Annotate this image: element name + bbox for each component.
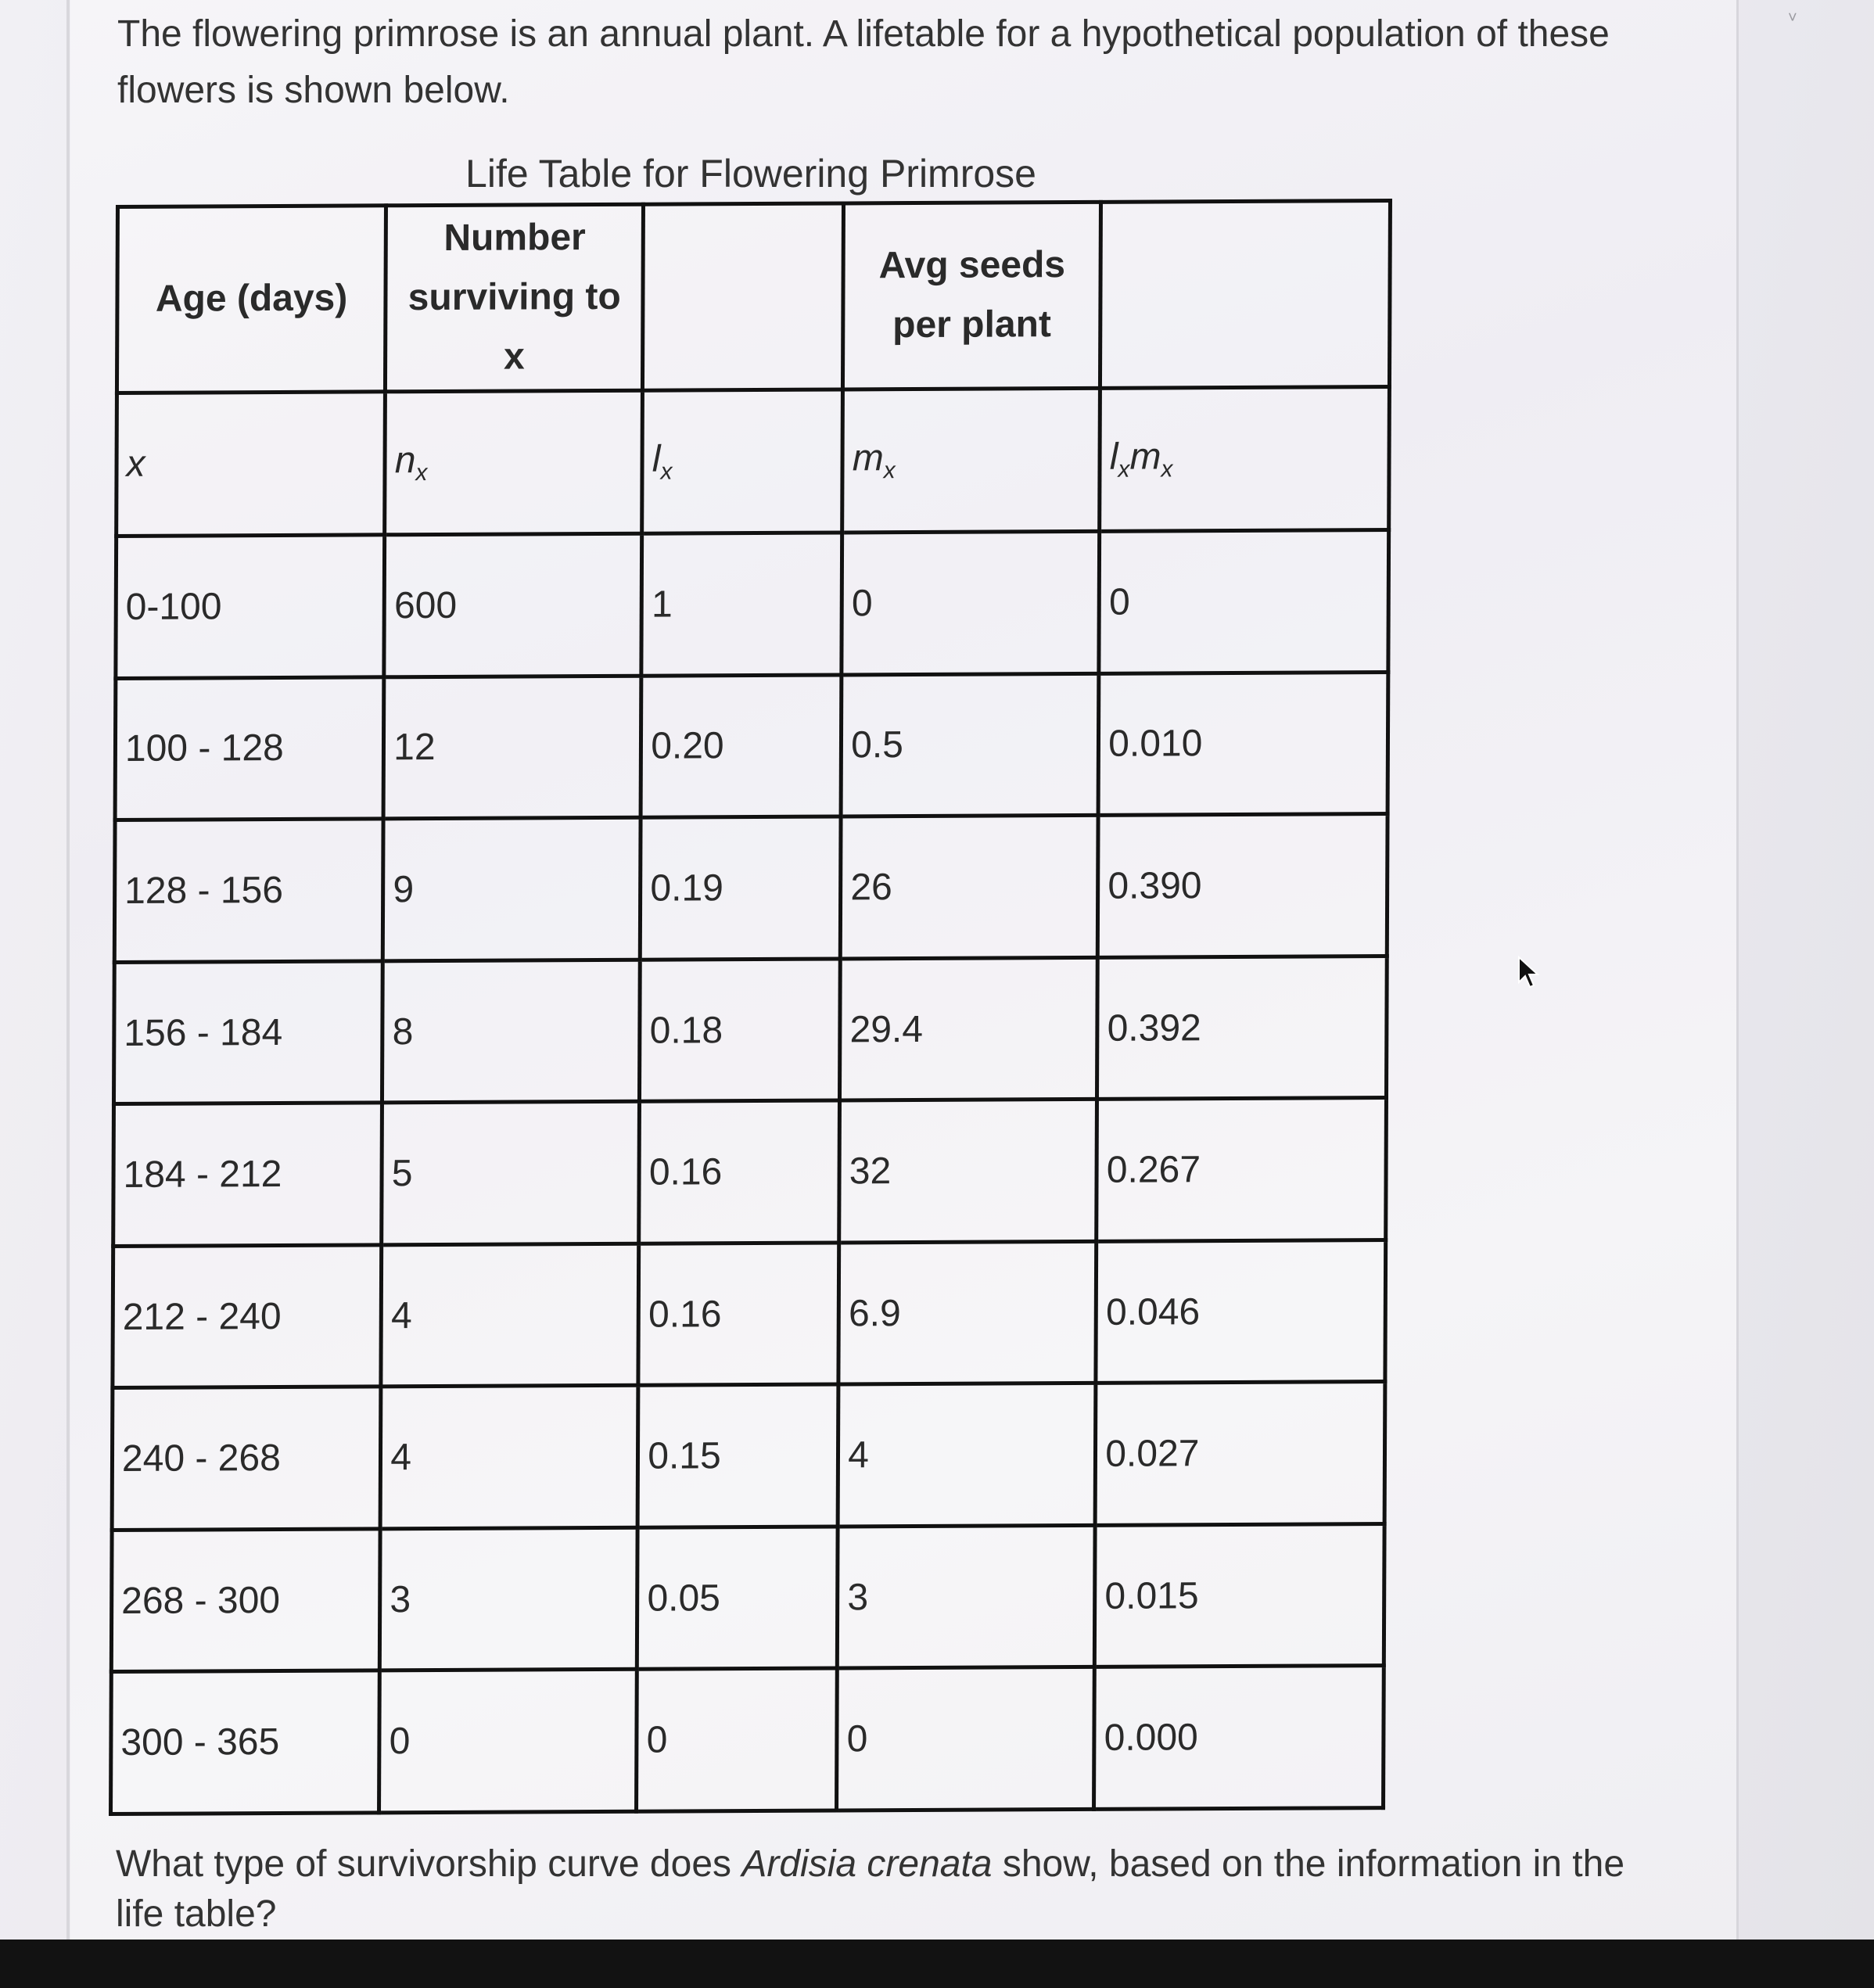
table-row [113, 1098, 1387, 1246]
age-cell: 268 - 300 [111, 1529, 380, 1672]
table-header-row [117, 201, 1390, 393]
mouse-pointer-icon [1517, 956, 1541, 990]
age-cell: 128 - 156 [114, 819, 383, 962]
table-row [111, 1666, 1384, 1814]
lx-cell: 0.18 [640, 959, 841, 1102]
lx-cell: 0.16 [639, 1100, 840, 1243]
nx-cell: 8 [382, 960, 641, 1103]
table-row [113, 956, 1387, 1103]
lxmx-cell: 0.392 [1097, 956, 1388, 1099]
table-row [111, 1523, 1384, 1671]
age-cell: 212 - 240 [113, 1245, 382, 1388]
table-symbol-row [117, 386, 1390, 536]
prompt-text-start: What type of survivorship curve does [116, 1843, 742, 1885]
nx-cell: 12 [383, 676, 641, 819]
age-cell: 156 - 184 [113, 961, 382, 1104]
age-cell: 0-100 [116, 535, 385, 678]
header-age: Age (days) [117, 206, 386, 393]
mx-cell: 26 [841, 816, 1099, 959]
lx-cell: 0.16 [638, 1243, 839, 1386]
header-avg-seeds: Avg seeds per plant [843, 202, 1101, 389]
nx-cell: 0 [379, 1670, 637, 1813]
lxmx-cell: 0.010 [1098, 672, 1388, 815]
table-row [114, 814, 1388, 962]
header-lx-blank [643, 203, 844, 390]
age-cell: 300 - 365 [111, 1670, 380, 1814]
lx-cell: 0.19 [641, 816, 842, 960]
lxmx-cell: 0.000 [1094, 1666, 1384, 1809]
symbol-x: x [117, 392, 386, 536]
nx-cell: 600 [384, 533, 642, 676]
lx-cell: 0.05 [637, 1527, 838, 1670]
scroll-indicator-icon: ˅ [1788, 9, 1797, 27]
lx-cell: 0 [637, 1668, 838, 1811]
nx-cell: 9 [383, 817, 641, 960]
symbol-mx: $m_x$ [842, 388, 1100, 533]
mx-cell: 6.9 [838, 1241, 1097, 1384]
mx-cell: 0 [842, 532, 1100, 675]
table-row [112, 1382, 1385, 1530]
symbol-lx: $l_x$ [642, 389, 843, 534]
age-cell: 184 - 212 [113, 1103, 382, 1246]
lxmx-cell: 0.390 [1098, 814, 1388, 957]
age-cell: 100 - 128 [115, 677, 384, 820]
lx-cell: 0.20 [641, 675, 842, 818]
life-table [109, 199, 1392, 1816]
lxmx-cell: 0.267 [1097, 1098, 1387, 1241]
mx-cell: 29.4 [840, 957, 1098, 1100]
nx-cell: 4 [380, 1386, 638, 1529]
question-prompt [116, 1839, 1680, 1940]
table-caption: Life Table for Flowering Primrose [465, 152, 1036, 196]
header-number-surviving: Number surviving to x [386, 204, 644, 391]
lxmx-cell: 0.015 [1095, 1523, 1385, 1667]
lx-cell: 0.15 [637, 1384, 838, 1527]
prompt-text-end: show, based on the information in the life table? [116, 1843, 1625, 1935]
mx-cell: 4 [838, 1383, 1096, 1527]
table-row [115, 672, 1388, 820]
table-row [113, 1240, 1386, 1387]
lxmx-cell: 0.027 [1095, 1382, 1385, 1525]
mx-cell: 0.5 [841, 673, 1099, 816]
nx-cell: 3 [380, 1527, 638, 1670]
species-name: Ardisia crenata [741, 1843, 993, 1885]
question-intro: The flowering primrose is an annual plant. A lifetable for a hypothetical population of these flowers is shown below. [117, 13, 1610, 111]
header-lxmx-blank [1100, 201, 1391, 388]
bottom-bezel [0, 1940, 1874, 1988]
table-row [116, 530, 1389, 678]
lxmx-cell: 0.046 [1096, 1240, 1386, 1383]
symbol-nx: $n_x$ [385, 390, 643, 535]
age-cell: 240 - 268 [112, 1387, 381, 1530]
nx-cell: 4 [381, 1243, 639, 1387]
mx-cell: 0 [837, 1667, 1095, 1810]
symbol-lxmx: $l_xm_x$ [1100, 386, 1390, 531]
mx-cell: 32 [839, 1100, 1097, 1243]
left-border [66, 0, 70, 1940]
mx-cell: 3 [838, 1525, 1096, 1668]
lxmx-cell: 0 [1099, 530, 1389, 673]
nx-cell: 5 [382, 1102, 640, 1245]
lx-cell: 1 [641, 533, 842, 676]
